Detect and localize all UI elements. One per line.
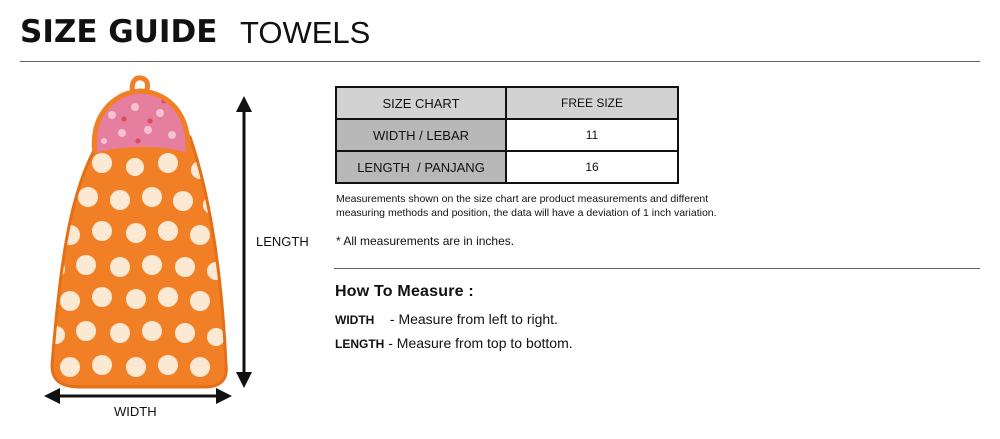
table-header-cell: FREE SIZE [506, 87, 678, 119]
towel-illustration [40, 75, 230, 395]
product-category: TOWELS [240, 15, 371, 50]
size-chart-table [335, 86, 679, 184]
table-header-cell: SIZE CHART [336, 87, 506, 119]
length-arrow [234, 96, 254, 388]
units-note: * All measurements are in inches. [336, 234, 515, 248]
page-title: SIZE GUIDE [20, 14, 218, 50]
measure-item-length [335, 335, 573, 351]
measure-term: WIDTH [335, 313, 375, 327]
measurement-note [336, 192, 717, 220]
row-value: 11 [506, 119, 678, 151]
how-to-measure-title: How To Measure : [335, 283, 474, 300]
note-line: Measurements shown on the size chart are product measurements and different [336, 193, 709, 205]
row-label: WIDTH / LEBAR [336, 119, 506, 151]
measure-item-width [335, 311, 558, 327]
header-divider [20, 61, 980, 62]
length-label: LENGTH [256, 234, 309, 249]
table-row [336, 119, 678, 151]
width-label: WIDTH [114, 404, 157, 419]
measure-term: LENGTH [335, 337, 385, 351]
row-label: LENGTH / PANJANG [336, 151, 506, 183]
row-value: 16 [506, 151, 678, 183]
table-row [336, 151, 678, 183]
measure-desc: - Measure from left to right. [374, 311, 558, 327]
table-header-row [336, 87, 678, 119]
note-line: measuring methods and position, the data will have a deviation of 1 inch variation. [336, 207, 717, 219]
section-divider [334, 268, 980, 269]
width-arrow [44, 386, 232, 406]
measure-desc: - Measure from top to bottom. [384, 335, 573, 351]
